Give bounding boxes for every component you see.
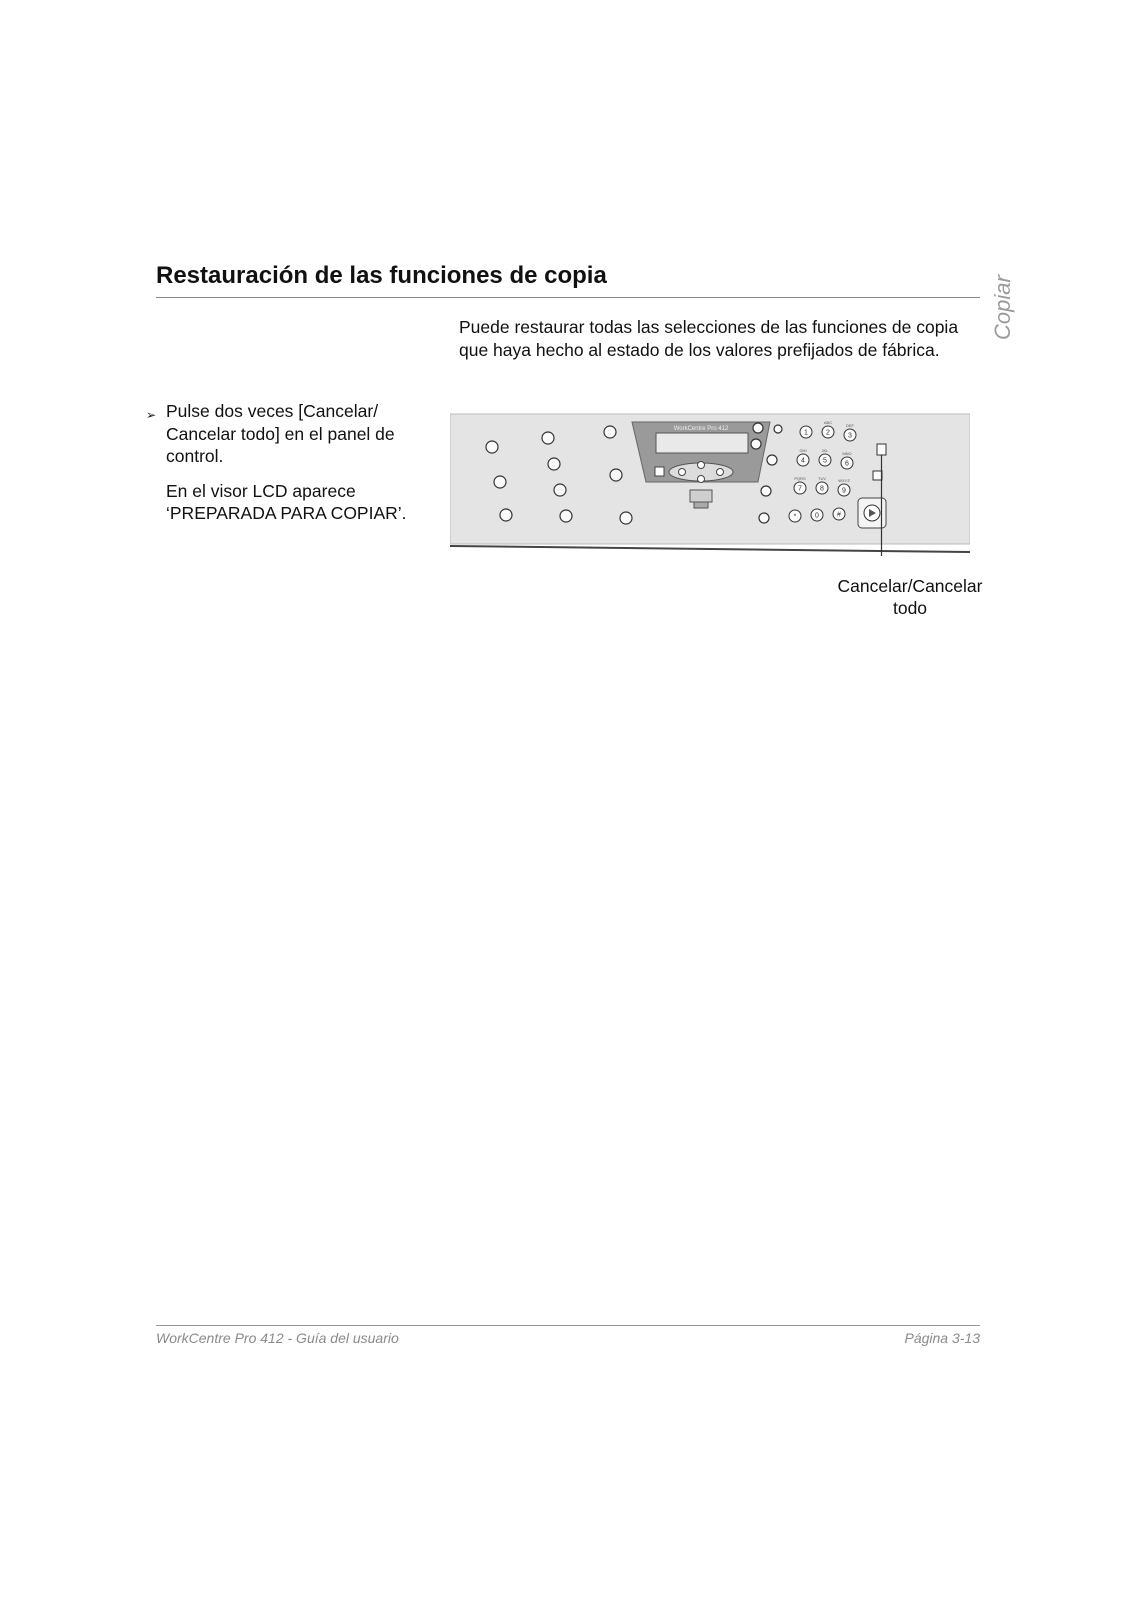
function-button xyxy=(620,512,632,524)
keypad-letters: PQRS xyxy=(794,476,806,481)
function-button xyxy=(500,509,512,521)
keypad-digit: 3 xyxy=(848,432,852,440)
function-button xyxy=(604,426,616,438)
keypad-letters: MNO xyxy=(842,451,852,456)
panel-brand: WorkCentre Pro 412 xyxy=(673,426,729,432)
footer-divider xyxy=(156,1325,980,1326)
keypad-digit: 9 xyxy=(842,487,846,495)
function-button xyxy=(767,455,777,465)
step-text: Pulse dos veces [Cancelar/ Cancelar todo] en el panel de control. xyxy=(166,401,395,466)
keypad-digit: 5 xyxy=(823,457,827,465)
keypad-digit: # xyxy=(837,511,841,519)
keypad-digit: 4 xyxy=(801,457,805,465)
title-divider xyxy=(156,297,980,298)
function-button xyxy=(554,484,566,496)
keypad-letters: WXYZ xyxy=(838,478,850,483)
function-button xyxy=(751,439,761,449)
keypad-letters: GHI xyxy=(799,448,807,453)
arrow-up-icon xyxy=(698,462,705,469)
keypad-letters: ABC xyxy=(823,420,833,425)
keypad-digit: * xyxy=(793,513,797,521)
function-button xyxy=(494,476,506,488)
arrow-right-icon xyxy=(717,469,724,476)
keypad-digit: 8 xyxy=(820,485,824,493)
section-side-tab: Copiar xyxy=(990,275,1015,341)
footer-page-number: Página 3-13 xyxy=(904,1330,980,1346)
stop-key xyxy=(655,467,664,476)
function-button xyxy=(486,441,498,453)
keypad-digit: 0 xyxy=(815,512,819,520)
instruction-step xyxy=(146,400,436,525)
keypad-digit: 2 xyxy=(826,429,830,437)
cancel-all-key xyxy=(877,444,886,455)
panel-edge xyxy=(450,546,970,552)
function-button xyxy=(560,510,572,522)
step-note: En el visor LCD aparece ‘PREPARADA PARA COPIAR’. xyxy=(166,480,407,523)
function-button xyxy=(610,469,622,481)
keypad-letters: JKL xyxy=(821,448,829,453)
keypad-letters: TUV xyxy=(818,476,826,481)
function-button xyxy=(542,432,554,444)
keypad-letters: DEF xyxy=(846,423,854,428)
page-title: Restauración de las funciones de copia xyxy=(156,262,607,289)
lcd-screen xyxy=(656,433,748,453)
intro-paragraph: Puede restaurar todas las selecciones de las funciones de copia que haya hecho al estado de los valores prefijados de fábrica. xyxy=(459,317,959,360)
arrow-bullet-icon: ➢ xyxy=(146,408,157,422)
control-panel-illustration xyxy=(450,408,970,556)
callout-label: Cancelar/Cancelar todo xyxy=(837,576,983,618)
footer-document-title: WorkCentre Pro 412 - Guía del usuario xyxy=(156,1330,399,1346)
function-button xyxy=(759,513,769,523)
function-button xyxy=(548,458,560,470)
function-button xyxy=(774,425,782,433)
keypad-digit: 7 xyxy=(798,485,802,493)
arrow-down-icon xyxy=(698,476,705,483)
keypad-digit: 1 xyxy=(804,429,808,437)
arrow-left-icon xyxy=(679,469,686,476)
stop-clear-key xyxy=(873,471,882,480)
function-button xyxy=(753,423,763,433)
control-panel-svg xyxy=(450,408,970,556)
function-button xyxy=(761,486,771,496)
keypad-digit: 6 xyxy=(845,460,849,468)
